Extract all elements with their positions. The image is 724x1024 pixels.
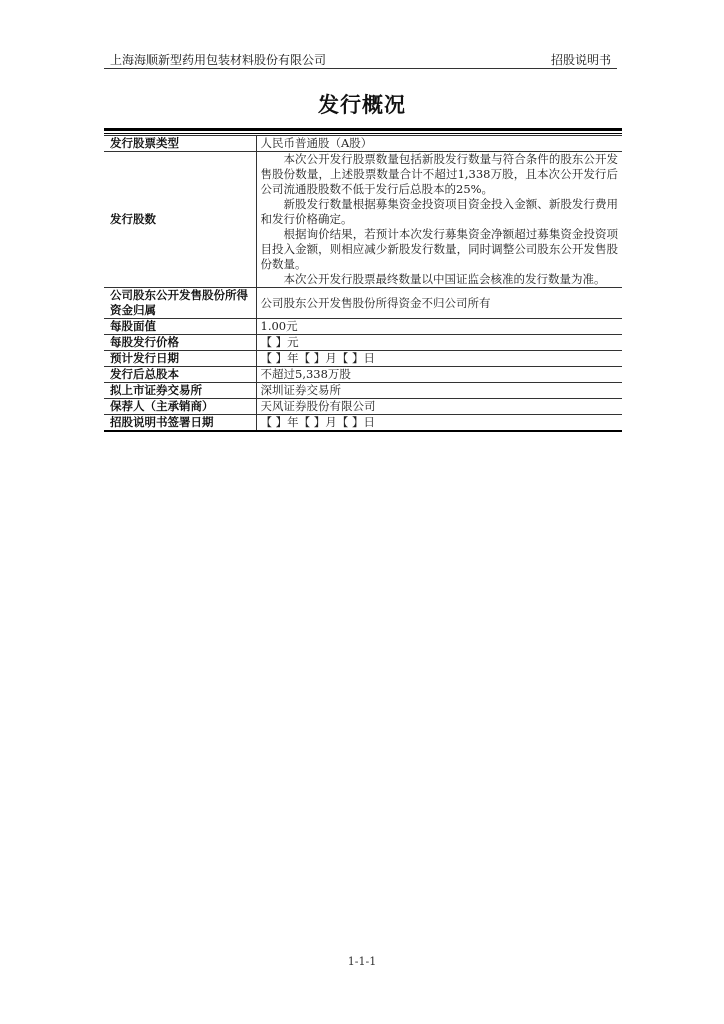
table-row (104, 319, 622, 335)
issue-shares-paragraph: 根据询价结果，若预计本次发行募集资金净额超过募集资金投资项目投入金额，则相应减少新股发行数量，同时调整公司股东公开发售股份数量。 (260, 227, 618, 271)
stock-type-label: 发行股票类型 (104, 136, 256, 152)
issue-shares-paragraph: 本次公开发行股票最终数量以中国证监会核准的发行数量为准。 (283, 272, 606, 286)
table-row (104, 383, 622, 399)
table-row (104, 351, 622, 367)
issue-shares-paragraph: 本次公开发行股票数量包括新股发行数量与符合条件的股东公开发售股份数量，上述股票数量合计不超过1,338万股，且本次公开发行后公司流通股股数不低于发行后总股本的25%。 (260, 152, 618, 196)
table-row (104, 152, 622, 288)
sponsor-value: 天风证券股份有限公司 (256, 399, 622, 415)
page-title: 发行概况 (318, 93, 406, 117)
issue-price-value: 【 】元 (256, 335, 622, 351)
exchange-value: 深圳证券交易所 (256, 383, 622, 399)
issuance-overview-table (104, 135, 622, 432)
title-rule-thin (104, 133, 622, 134)
issue-shares-label: 发行股数 (104, 152, 256, 288)
issue-price-label: 每股发行价格 (104, 335, 256, 351)
header-document-type: 招股说明书 (550, 53, 611, 67)
sign-date-value: 【 】年【 】月【 】日 (256, 415, 622, 432)
sign-date-label: 招股说明书签署日期 (104, 415, 256, 432)
table-row (104, 399, 622, 415)
issue-date-value: 【 】年【 】月【 】日 (256, 351, 622, 367)
exchange-label: 拟上市证券交易所 (104, 383, 256, 399)
page-header (104, 50, 617, 69)
header-company-name: 上海海顺新型药用包装材料股份有限公司 (110, 53, 327, 67)
table-row (104, 335, 622, 351)
total-shares-label: 发行后总股本 (104, 367, 256, 383)
page-number: 1-1-1 (347, 955, 377, 968)
sponsor-label: 保荐人（主承销商） (104, 399, 256, 415)
stock-type-value: 人民币普通股（A股） (256, 136, 622, 152)
table-row (104, 136, 622, 152)
issue-shares-value (256, 152, 622, 288)
table-row (104, 415, 622, 432)
par-value-value: 1.00元 (256, 319, 622, 335)
total-shares-value: 不超过5,338万股 (256, 367, 622, 383)
table-row (104, 367, 622, 383)
title-rule-thick (104, 128, 622, 131)
issue-shares-paragraph: 新股发行数量根据募集资金投资项目资金投入金额、新股发行费用和发行价格确定。 (260, 197, 618, 226)
proceeds-value: 公司股东公开发售股份所得资金不归公司所有 (256, 288, 622, 319)
proceeds-label: 公司股东公开发售股份所得资金归属 (104, 288, 256, 319)
issue-date-label: 预计发行日期 (104, 351, 256, 367)
par-value-label: 每股面值 (104, 319, 256, 335)
table-row (104, 288, 622, 319)
